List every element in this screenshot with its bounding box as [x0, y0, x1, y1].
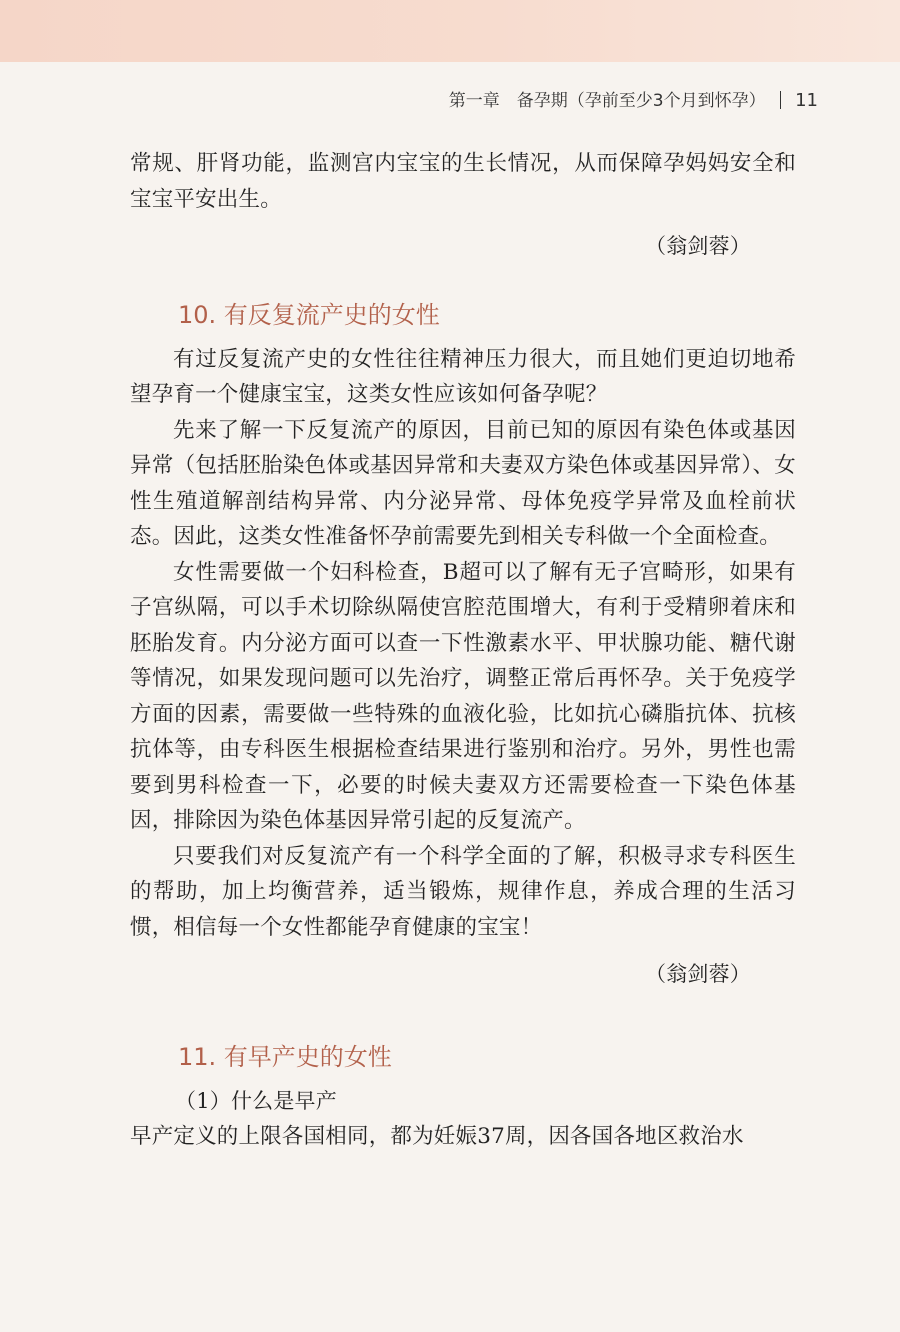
author-credit: （翁剑蓉）	[645, 234, 751, 258]
top-decorative-band	[0, 0, 900, 62]
section-11-heading: 11. 有早产史的女性	[178, 1042, 392, 1071]
page-number: 11	[795, 90, 818, 111]
section-10-heading: 10. 有反复流产史的女性	[178, 300, 440, 329]
section-10-paragraph: 女性需要做一个妇科检查，B超可以了解有无子宫畸形，如果有子宫纵隔，可以手术切除纵隔使宫腔范围增大，有利于受精卵着床和胚胎发育。内分泌方面可以查一下性激素水平、甲状腺功能、糖代谢等情况，如果发现问题可以先治疗，调整正常后再怀孕。关于免疫学方面的因素，需要做一些特殊的血液化验，比如抗心磷脂抗体、抗核抗体等，由专科医生根据检查结果进行鉴别和治疗。另外，男性也需要到男科检查一下，必要的时候夫妻双方还需要检查一下染色体基因，排除因为染色体基因异常引起的反复流产。	[130, 559, 796, 833]
intro-paragraph: 常规、肝肾功能，监测宫内宝宝的生长情况，从而保障孕妈妈安全和宝宝平安出生。	[130, 151, 796, 212]
running-header	[0, 86, 818, 110]
chapter-title: 第一章 备孕期（孕前至少3个月到怀孕）	[448, 91, 766, 111]
section-10-paragraph: 有过反复流产史的女性往往精神压力很大，而且她们更迫切地希望孕育一个健康宝宝，这类女性应该如何备孕呢？	[130, 346, 796, 407]
page-body	[130, 146, 796, 1155]
section-11-subheading: （1）什么是早产	[175, 1088, 337, 1113]
section-11-paragraph: 早产定义的上限各国相同，都为妊娠37周，因各国各地区救治水	[130, 1124, 744, 1149]
section-10-paragraph: 只要我们对反复流产有一个科学全面的了解，积极寻求专科医生的帮助，加上均衡营养，适当锻炼，规律作息，养成合理的生活习惯，相信每一个女性都能孕育健康的宝宝！	[130, 843, 796, 940]
author-credit: （翁剑蓉）	[645, 962, 751, 986]
header-divider	[780, 91, 782, 109]
section-10-paragraph: 先来了解一下反复流产的原因，目前已知的原因有染色体或基因异常（包括胚胎染色体或基因异常和夫妻双方染色体或基因异常）、女性生殖道解剖结构异常、内分泌异常、母体免疫学异常及血栓前状态。因此，这类女性准备怀孕前需要先到相关专科做一个全面检查。	[130, 417, 796, 549]
